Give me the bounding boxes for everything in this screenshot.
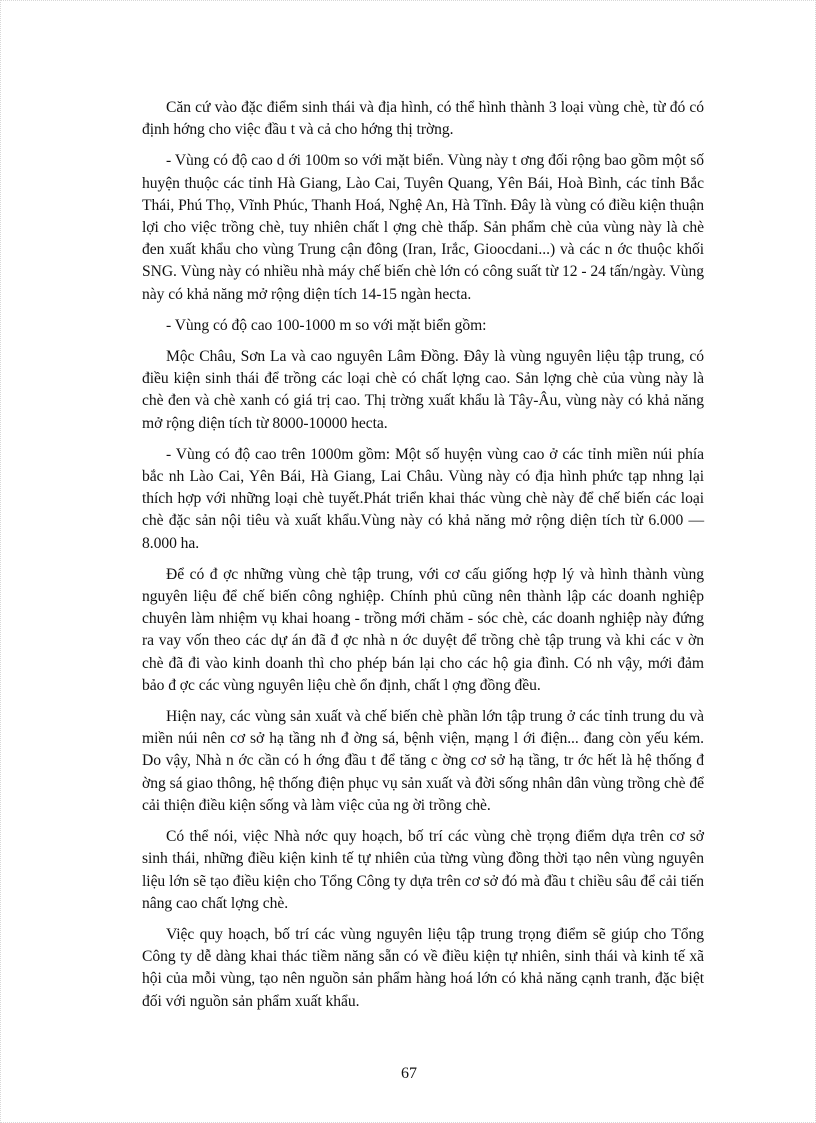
page-number: 67 — [401, 1065, 417, 1082]
paragraph-1: Căn cứ vào đặc điểm sinh thái và địa hình, có thể hình thành 3 loại vùng chè, từ đó có định hớng cho việc đầu t và cả cho hớng thị trờng. — [142, 99, 704, 139]
paragraph-3: - Vùng có độ cao 100-1000 m so với mặt biển gồm: — [166, 316, 487, 334]
paragraph-5: - Vùng có độ cao trên 1000m gồm: Một số huyện vùng cao ở các tỉnh miền núi phía bắc nh Lào Cai, Yên Bái, Hà Giang, Lai Châu. Vùng này có địa hình phức tạp nhng lại thích hợp với những loại chè tuyết.Phát triển khai thác vùng chè này để chế biến các loại chè đặc sản nội tiêu và xuất khẩu.Vùng này có khả năng mở rộng diện tích từ 6.000 — 8.000 ha. — [142, 445, 704, 552]
paragraph-9: Việc quy hoạch, bố trí các vùng nguyên liệu tập trung trọng điểm sẽ giúp cho Tổng Công ty dễ dàng khai thác tiềm năng sẵn có về điều kiện tự nhiên, sinh thái và kinh tế xã hội của mỗi vùng, tạo nên nguồn sản phẩm hàng hoá lớn có khả năng cạnh tranh, đặc biệt đối với nguồn sản phẩm xuất khẩu. — [142, 925, 704, 1010]
document-body — [142, 97, 704, 1022]
paragraph-4: Mộc Châu, Sơn La và cao nguyên Lâm Đồng. Đây là vùng nguyên liệu tập trung, có điều kiện sinh thái để trồng các loại chè có chất lợng cao. Sản lợng chè của vùng này là chè đen và chè xanh có giá trị cao. Thị trờng xuất khẩu là Tây-Âu, vùng này có khả năng mở rộng diện tích từ 8000-10000 hecta. — [142, 348, 704, 432]
paragraph-8: Có thể nói, việc Nhà nớc quy hoạch, bố trí các vùng chè trọng điểm dựa trên cơ sở sinh thái, những điều kiện kinh tế tự nhiên của từng vùng đồng thời tạo nên vùng nguyên liệu lớn sẽ tạo điều kiện cho Tổng Công ty dựa trên cơ sở đó mà đầu t chiều sâu để cải tiến nâng cao chất lợng chè. — [142, 828, 704, 912]
paragraph-2: - Vùng có độ cao d ới 100m so với mặt biển. Vùng này t ơng đối rộng bao gồm một số huyện thuộc các tỉnh Hà Giang, Lào Cai, Tuyên Quang, Yên Bái, Hoà Bình, các tỉnh Bắc Thái, Phú Thọ, Vĩnh Phúc, Thanh Hoá, Nghệ An, Hà Tĩnh. Đây là vùng có điều kiện thuận lợi cho việc trồng chè, tuy nhiên chất l ợng chè thấp. Sản phẩm chè của vùng này là chè đen xuất khẩu cho vùng Trung cận đông (Iran, Irắc, Gioocdani...) và các n ớc thuộc khối SNG. Vùng này có nhiều nhà máy chế biến chè lớn có công suất từ 12 - 24 tấn/ngày. Vùng này có khả năng mở rộng diện tích 14-15 ngàn hecta. — [142, 152, 704, 303]
paragraph-7: Hiện nay, các vùng sản xuất và chế biến chè phần lớn tập trung ở các tỉnh trung du và miền núi nên cơ sở hạ tầng nh đ ờng sá, bệnh viện, mạng l ới điện... đang còn yếu kém. Do vậy, Nhà n ớc cần có h ớng đầu t để tăng c ờng cơ sở hạ tầng, tr ớc hết là hệ thống đ ờng sá giao thông, hệ thống điện phục vụ sản xuất và đời sống nhân dân vùng trồng chè để cải thiện điều kiện sống và làm việc của ng ời trồng chè. — [142, 708, 704, 814]
paragraph-6: Để có đ ợc những vùng chè tập trung, với cơ cấu giống hợp lý và hình thành vùng nguyên liệu để chế biến công nghiệp. Chính phủ cũng nên thành lập các doanh nghiệp chuyên làm nhiệm vụ khai hoang - trồng mới chăm - sóc chè, các doanh nghiệp này đứng ra vay vốn theo các dự án đã đ ợc nhà n ớc duyệt để trồng chè tập trung và khi các v ờn chè đã đi vào kinh doanh thì cho phép bán lại cho các hộ gia đình. Có nh vậy, mới đảm bảo đ ợc các vùng nguyên liệu chè ổn định, chất l ợng đồng đều. — [142, 565, 704, 694]
